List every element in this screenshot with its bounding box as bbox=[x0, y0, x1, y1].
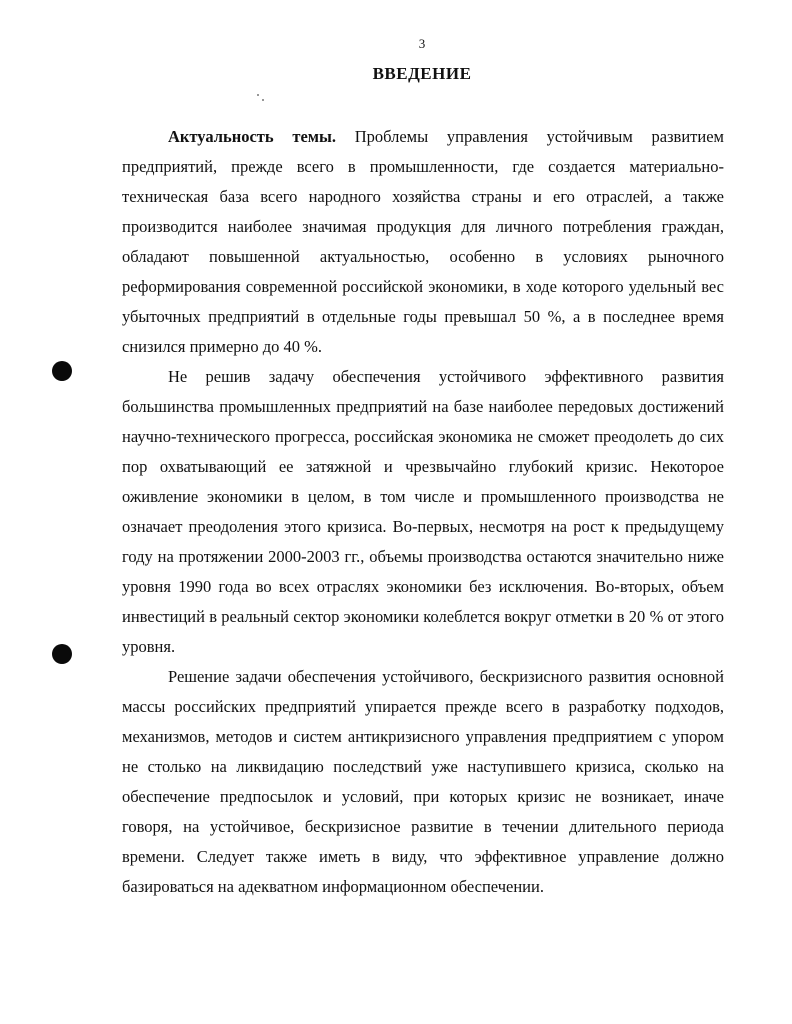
paragraph-solution: Решение задачи обеспечения устойчивого, бескризисного развития основной массы российских предприятий упирается прежде всего в разработку подходов, механизмов, методов и систем антикризисного управления предприятием с упором не столько на ликвидацию последствий уже наступившего кризиса, сколько на обеспечение предпосылок и условий, при которых кризис не возникает, иначе говоря, на устойчивое, бескризисное развитие в течении длительного периода времени. Следует также иметь в виду, что эффективное управление должно базироваться на адекватном информационном обеспечении. bbox=[122, 667, 724, 896]
paragraph-relevance bbox=[122, 122, 724, 362]
binder-hole-bottom bbox=[52, 644, 72, 664]
page-number: 3 bbox=[418, 36, 426, 51]
page-title: ВВЕДЕНИЕ bbox=[372, 64, 472, 83]
scan-speck bbox=[257, 94, 259, 96]
paragraph-crisis: Не решив задачу обеспечения устойчивого эффективного развития большинства промышленных предприятий на базе наиболее передовых достижений научно-технического прогресса, российская экономика не сможет преодолеть до сих пор охватывающий ее затяжной и чрезвычайно глубокий кризис. Некоторое оживление экономики в целом, в том числе и промышленного производства не означает преодоления этого кризиса. Во-первых, несмотря на рост к предыдущему году на протяжении 2000-2003 гг., объемы производства остаются значительно ниже уровня 1990 года во всех отраслях экономики без исключения. Во-вторых, объем инвестиций в реальный сектор экономики колеблется вокруг отметки в 20 % от этого уровня. bbox=[122, 367, 724, 656]
paragraph-text: Проблемы управления устойчивым развитием предприятий, прежде всего в промышленности, где создается материально-техническая база всего народного хозяйства страны и его отраслей, а также производится наиболее значимая продукция для личного потребления граждан, обладают повышенной актуальностью, особенно в условиях рыночного реформирования современной российской экономики, в ходе которого удельный вес убыточных предприятий в отдельные годы превышал 50 %, а в последнее время снизился примерно до 40 %. bbox=[122, 127, 724, 356]
binder-hole-top bbox=[52, 361, 72, 381]
document-body bbox=[122, 122, 724, 902]
scan-speck bbox=[262, 99, 264, 101]
paragraph-lead: Актуальность темы. bbox=[168, 127, 337, 146]
